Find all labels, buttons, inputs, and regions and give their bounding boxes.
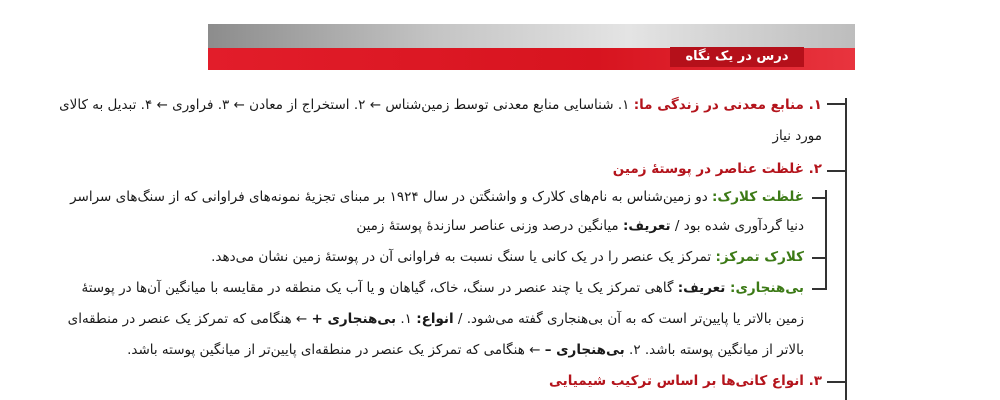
section3-heading: ۳. انواع کانی‌ها بر اساس ترکیب شیمیایی xyxy=(549,373,822,389)
section1-line2: مورد نیاز xyxy=(772,128,822,144)
types-label: انواع: xyxy=(416,311,454,327)
anomaly-text3a: بالاتر از میانگین پوسته باشد. ۲. xyxy=(624,342,804,358)
clarke-line2 xyxy=(204,217,804,235)
concentration-label: کلارک تمرکز: xyxy=(715,249,804,265)
concentration-line xyxy=(204,248,804,266)
anomaly-text2b: ۱. xyxy=(396,311,417,327)
outline-bracket-main xyxy=(845,98,847,400)
outline-tick-2 xyxy=(827,170,845,172)
section1-steps: ۱. شناسایی منابع معدنی توسط زمین‌شناس ← ۲. استخراج از معادن ← ۳. فراوری ← ۴. تبدیل به کالای xyxy=(59,97,634,113)
clarke-line1 xyxy=(70,188,804,206)
outline-tick-anomaly xyxy=(812,288,825,290)
clarke-text2a: دنیا گردآوری شده بود / xyxy=(670,218,804,234)
negative-anomaly-label: بی‌هنجاری – xyxy=(544,342,625,358)
clarke-text1: دو زمین‌شناس به نام‌های کلارک و واشنگتن در سال ۱۹۲۴ بر مبنای تجزیهٔ نمونه‌های فراوانی که از سنگ‌های سراسر xyxy=(70,189,713,205)
outline-tick-concentration xyxy=(812,257,825,259)
outline-tick-3 xyxy=(827,381,845,383)
anomaly-line2 xyxy=(67,310,804,328)
anomaly-line3 xyxy=(127,341,804,359)
clarke-label: غلظت کلارک: xyxy=(712,189,804,205)
section3-heading-line xyxy=(202,372,822,390)
definition-label: تعریف: xyxy=(622,218,671,234)
section1-line1 xyxy=(59,96,822,114)
concentration-text: تمرکز یک عنصر را در یک کانی یا سنگ نسبت به فراوانی آن در پوستهٔ زمین نشان می‌دهد. xyxy=(211,249,716,265)
anomaly-text1: گاهی تمرکز یک یا چند عنصر در سنگ، خاک، گیاهان و یا آب یک منطقه در مقایسه با میانگین آن‌ها در پوستهٔ xyxy=(81,280,678,296)
banner-title: درس در یک نگاه xyxy=(670,47,804,67)
section1-heading: ۱. منابع معدنی در زندگی ما: xyxy=(633,97,822,113)
anomaly-text3b: ← هنگامی که تمرکز یک عنصر در منطقه‌ای پایین‌تر از میانگین پوسته باشد. xyxy=(127,342,545,358)
positive-anomaly-label: بی‌هنجاری + xyxy=(311,311,397,327)
banner-grey-strip xyxy=(208,24,855,48)
clarke-text2b: میانگین درصد وزنی عناصر سازندهٔ پوستهٔ زمین xyxy=(356,218,623,234)
anomaly-definition-label: تعریف: xyxy=(677,280,731,296)
anomaly-text2a: زمین بالاتر یا پایین‌تر است که به آن بی‌هنجاری گفته می‌شود. / xyxy=(453,311,804,327)
lesson-banner xyxy=(208,24,855,70)
section2-heading-line xyxy=(202,160,822,178)
anomaly-line1 xyxy=(81,279,804,297)
anomaly-label: بی‌هنجاری: xyxy=(730,280,804,296)
anomaly-text2c: ← هنگامی که تمرکز یک عنصر در منطقه‌ای xyxy=(67,311,312,327)
section2-heading: ۲. غلظت عناصر در پوستهٔ زمین xyxy=(612,161,822,177)
outline-tick-1 xyxy=(827,103,845,105)
outline-bracket-sub xyxy=(825,190,827,290)
outline-tick-clarke xyxy=(812,197,825,199)
